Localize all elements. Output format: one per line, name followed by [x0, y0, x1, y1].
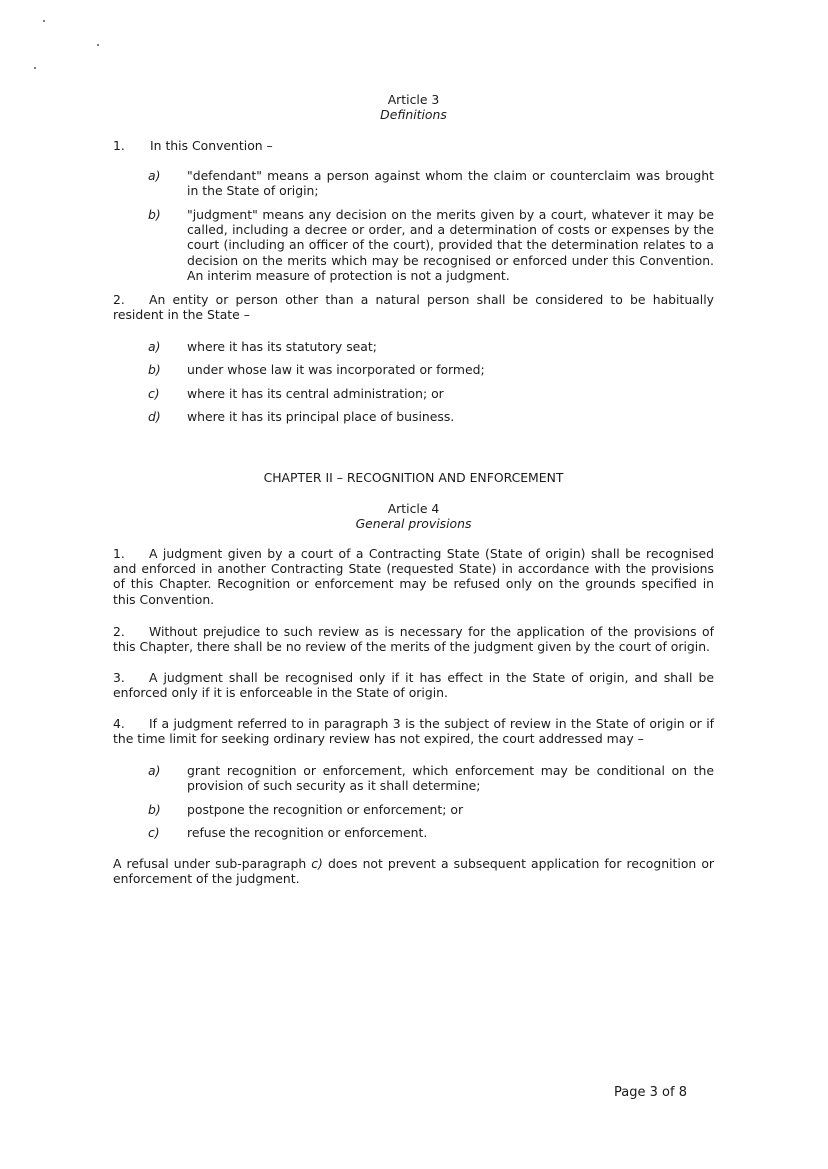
residence-item-d [148, 409, 714, 424]
article-4-paragraph-4 [113, 716, 714, 746]
item-text: where it has its statutory seat; [187, 339, 377, 354]
residence-item-a [148, 339, 714, 354]
article-3-paragraph-2 [113, 292, 714, 322]
option-item-c [148, 825, 714, 840]
item-text: refuse the recognition or enforcement. [187, 825, 428, 840]
item-text: postpone the recognition or enforcement; or [187, 802, 464, 817]
paragraph-text: In this Convention – [150, 138, 273, 153]
article-3-subtitle: Definitions [380, 107, 447, 122]
option-item-b [148, 802, 714, 817]
article-4-paragraph-3 [113, 670, 714, 700]
item-marker: c) [148, 825, 160, 840]
paragraph-text: Without prejudice to such review as is necessary for the application of the provisions of this Chapter, there shall be no review of the merits of the judgment given by the court of origin. [113, 624, 714, 655]
item-text: "judgment" means any decision on the merits given by a court, whatever it may be called, including a decree or order, and a determination of costs or expenses by the court (including an officer of the court), provided that the determination relates to a decision on the merits which may be recognised or enforced under this Convention. An interim measure of protection is not a judgment. [187, 207, 714, 283]
paragraph-number: 1. [113, 138, 125, 153]
item-text: grant recognition or enforcement, which enforcement may be conditional on the provision of such security as it shall determine; [187, 763, 714, 794]
chapter-2-heading: CHAPTER II – RECOGNITION AND ENFORCEMENT [263, 470, 564, 485]
item-marker: b) [148, 802, 161, 817]
item-marker: d) [148, 409, 161, 424]
article-4-paragraph-1 [113, 546, 714, 607]
paragraph-number: 2. [113, 624, 125, 639]
scan-speck [97, 44, 99, 46]
paragraph-number: 4. [113, 716, 125, 731]
article-4-closing-paragraph [113, 856, 714, 886]
article-4-subtitle: General provisions [355, 516, 472, 531]
paragraph-number: 2. [113, 292, 125, 307]
paragraph-number: 1. [113, 546, 125, 561]
scan-speck [43, 20, 45, 22]
item-marker: a) [148, 339, 161, 354]
definition-item-a [148, 168, 714, 198]
item-text: where it has its central administration; or [187, 386, 444, 401]
residence-item-c [148, 386, 714, 401]
item-text: "defendant" means a person against whom the claim or counterclaim was brought in the State of origin; [187, 168, 714, 199]
closing-reference: c) [311, 856, 323, 871]
option-item-a [148, 763, 714, 793]
item-text: where it has its principal place of business. [187, 409, 455, 424]
paragraph-number: 3. [113, 670, 125, 685]
item-marker: b) [148, 362, 161, 377]
paragraph-text: A judgment shall be recognised only if it has effect in the State of origin, and shall be enforced only if it is enforceable in the State of origin. [113, 670, 714, 701]
closing-text-after: does not prevent a subsequent application for recognition or enforcement of the judgment. [113, 856, 714, 887]
article-4-paragraph-2 [113, 624, 714, 654]
residence-item-b [148, 362, 714, 377]
definition-item-b [148, 207, 714, 283]
paragraph-text: A judgment given by a court of a Contracting State (State of origin) shall be recognised and enforced in another Contracting State (requested State) in accordance with the provisions of this Chapter. Recognition or enforcement may be refused only on the grounds specified in this Convention. [113, 546, 714, 607]
paragraph-text: An entity or person other than a natural person shall be considered to be habitually resident in the State – [113, 292, 714, 323]
item-marker: b) [148, 207, 161, 222]
scan-speck [34, 67, 36, 69]
closing-text-before: A refusal under sub-paragraph [113, 856, 312, 871]
article-3-title: Article 3 [387, 92, 440, 107]
paragraph-text: If a judgment referred to in paragraph 3 is the subject of review in the State of origin or if the time limit for seeking ordinary review has not expired, the court addressed may – [113, 716, 714, 747]
item-marker: c) [148, 386, 160, 401]
page-number: Page 3 of 8 [614, 1085, 687, 1100]
item-marker: a) [148, 168, 161, 183]
item-marker: a) [148, 763, 161, 778]
article-4-title: Article 4 [387, 501, 440, 516]
article-3-paragraph-1 [113, 138, 714, 153]
item-text: under whose law it was incorporated or formed; [187, 362, 485, 377]
